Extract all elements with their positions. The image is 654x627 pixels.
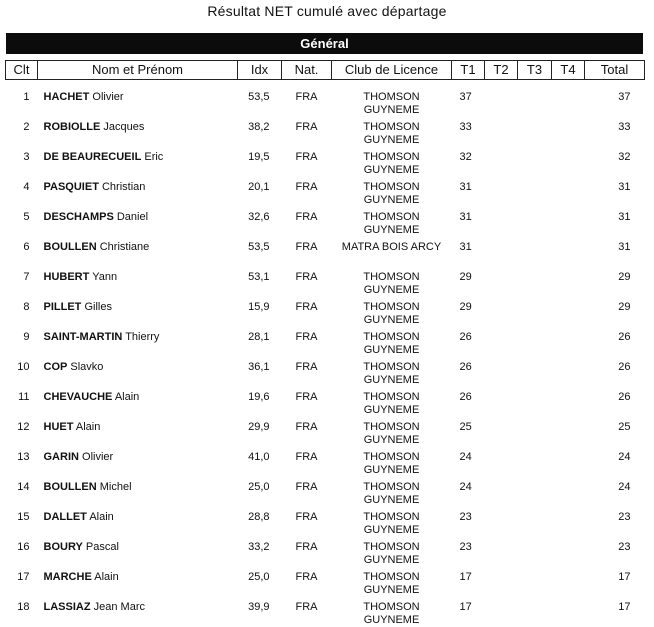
nationality-cell: FRA [295, 391, 318, 403]
round-1-cell: 29 [459, 271, 472, 283]
player-name-cell [38, 507, 238, 537]
first-name: Alain [94, 571, 119, 583]
total-cell: 26 [618, 391, 631, 403]
round-3-cell [518, 80, 552, 118]
player-name-cell [38, 177, 238, 207]
club-line-2: GUYNEME [363, 524, 420, 536]
total-cell: 23 [618, 541, 631, 553]
table-row [6, 267, 645, 297]
table-row [6, 237, 645, 267]
first-name: Eric [144, 151, 164, 163]
round-3-cell [518, 117, 552, 147]
round-4-cell [552, 357, 585, 387]
index-cell: 25,0 [248, 481, 270, 493]
total-cell: 24 [618, 481, 631, 493]
round-1-cell: 37 [459, 91, 472, 103]
index-cell: 36,1 [248, 361, 270, 373]
club-line-1: THOMSON [363, 301, 420, 313]
club-cell [332, 597, 452, 627]
club-line-1: THOMSON [363, 211, 420, 223]
total-cell: 31 [618, 181, 631, 193]
club-line-2: GUYNEME [363, 614, 420, 626]
round-1-cell: 24 [459, 481, 472, 493]
last-name: BOULLEN [43, 241, 97, 253]
club-cell [332, 357, 452, 387]
round-3-cell [518, 477, 552, 507]
round-4-cell [552, 327, 585, 357]
club-line-1: THOMSON [363, 541, 420, 553]
col-header-idx[interactable]: Idx [238, 61, 282, 80]
index-cell: 29,9 [248, 421, 270, 433]
club-cell [332, 207, 452, 237]
first-name: Alain [89, 511, 114, 523]
round-4-cell [552, 447, 585, 477]
last-name: LASSIAZ [43, 601, 91, 613]
round-2-cell [485, 477, 518, 507]
round-3-cell [518, 207, 552, 237]
nationality-cell: FRA [295, 511, 318, 523]
player-name-cell [38, 477, 238, 507]
player-name-cell [38, 80, 238, 118]
rank-cell: 2 [23, 121, 30, 133]
club-cell [332, 537, 452, 567]
player-name-cell [38, 447, 238, 477]
rank-cell: 16 [17, 541, 30, 553]
player-name-cell [38, 237, 238, 267]
round-2-cell [485, 267, 518, 297]
round-3-cell [518, 147, 552, 177]
player-name-cell [38, 117, 238, 147]
last-name: HUBERT [43, 271, 90, 283]
index-cell: 32,6 [248, 211, 270, 223]
first-name: Christian [101, 181, 146, 193]
round-2-cell [485, 567, 518, 597]
club-line-1: THOMSON [363, 601, 420, 613]
last-name: HUET [43, 421, 74, 433]
club-line-1: THOMSON [363, 571, 420, 583]
first-name: Olivier [82, 451, 114, 463]
round-4-cell [552, 417, 585, 447]
last-name: BOURY [43, 541, 83, 553]
round-1-cell: 25 [459, 421, 472, 433]
table-row [6, 507, 645, 537]
club-line-1: THOMSON [363, 511, 420, 523]
index-cell: 39,9 [248, 601, 270, 613]
round-4-cell [552, 477, 585, 507]
club-line-2: GUYNEME [363, 494, 420, 506]
player-name-cell [38, 597, 238, 627]
total-cell: 25 [618, 421, 631, 433]
round-2-cell [485, 507, 518, 537]
col-header-t1[interactable]: T1 [452, 61, 485, 80]
rank-cell: 11 [18, 391, 30, 403]
player-name-cell [38, 297, 238, 327]
round-2-cell [485, 117, 518, 147]
round-1-cell: 26 [459, 391, 472, 403]
round-2-cell [485, 387, 518, 417]
round-1-cell: 23 [459, 511, 472, 523]
club-line-1: THOMSON [363, 421, 420, 433]
last-name: MARCHE [43, 571, 92, 583]
first-name: Thierry [125, 331, 160, 343]
club-line-2: GUYNEME [363, 374, 420, 386]
round-1-cell: 23 [459, 541, 472, 553]
total-cell: 31 [618, 241, 631, 253]
total-cell: 24 [618, 451, 631, 463]
round-1-cell: 33 [459, 121, 472, 133]
first-name: Daniel [116, 211, 149, 223]
round-1-cell: 17 [459, 571, 472, 583]
round-4-cell [552, 147, 585, 177]
last-name: BOULLEN [43, 481, 97, 493]
total-cell: 31 [618, 211, 631, 223]
round-3-cell [518, 267, 552, 297]
nationality-cell: FRA [295, 481, 318, 493]
club-line-2: GUYNEME [363, 134, 420, 146]
club-line-2: GUYNEME [363, 584, 420, 596]
round-1-cell: 31 [459, 241, 472, 253]
col-header-nat[interactable]: Nat. [282, 61, 332, 80]
player-name-cell [38, 147, 238, 177]
table-row [6, 147, 645, 177]
first-name: Slavko [70, 361, 104, 373]
club-line-1: THOMSON [363, 481, 420, 493]
club-line-1: THOMSON [363, 391, 420, 403]
nationality-cell: FRA [295, 601, 318, 613]
round-3-cell [518, 507, 552, 537]
round-3-cell [518, 537, 552, 567]
round-2-cell [485, 80, 518, 118]
club-line-2: GUYNEME [363, 464, 420, 476]
nationality-cell: FRA [295, 541, 318, 553]
round-3-cell [518, 597, 552, 627]
last-name: DALLET [43, 511, 87, 523]
last-name: DE BEAURECUEIL [43, 151, 142, 163]
rank-cell: 6 [23, 241, 30, 253]
nationality-cell: FRA [295, 271, 318, 283]
player-name-cell [38, 327, 238, 357]
club-line-2: GUYNEME [363, 434, 420, 446]
index-cell: 53,1 [248, 271, 270, 283]
col-header-clt[interactable]: Clt [6, 61, 38, 80]
col-header-total[interactable]: Total [585, 61, 645, 80]
club-line-2: GUYNEME [363, 284, 420, 296]
club-cell [332, 147, 452, 177]
round-3-cell [518, 567, 552, 597]
round-2-cell [485, 417, 518, 447]
rank-cell: 5 [23, 211, 30, 223]
player-name-cell [38, 387, 238, 417]
last-name: HACHET [43, 91, 90, 103]
last-name: DESCHAMPS [43, 211, 114, 223]
club-line-1: THOMSON [363, 181, 420, 193]
rank-cell: 13 [17, 451, 30, 463]
first-name: Michel [99, 481, 132, 493]
table-row [6, 477, 645, 507]
player-name-cell [38, 417, 238, 447]
total-cell: 29 [618, 301, 631, 313]
club-cell [332, 267, 452, 297]
index-cell: 41,0 [248, 451, 270, 463]
rank-cell: 3 [23, 151, 30, 163]
nationality-cell: FRA [295, 451, 318, 463]
round-2-cell [485, 597, 518, 627]
header-row [6, 61, 645, 80]
table-row [6, 537, 645, 567]
round-2-cell [485, 297, 518, 327]
rank-cell: 12 [17, 421, 30, 433]
table-row [6, 297, 645, 327]
total-cell: 26 [618, 331, 631, 343]
col-header-t2[interactable]: T2 [485, 61, 518, 80]
total-cell: 33 [618, 121, 631, 133]
club-cell [332, 177, 452, 207]
round-1-cell: 26 [459, 361, 472, 373]
last-name: GARIN [43, 451, 79, 463]
club-cell [332, 507, 452, 537]
club-cell [332, 567, 452, 597]
round-4-cell [552, 297, 585, 327]
club-cell [332, 237, 452, 267]
player-name-cell [38, 537, 238, 567]
round-3-cell [518, 297, 552, 327]
nationality-cell: FRA [295, 421, 318, 433]
col-header-t3[interactable]: T3 [518, 61, 552, 80]
round-1-cell: 29 [459, 301, 472, 313]
rank-cell: 10 [17, 361, 30, 373]
table-row [6, 387, 645, 417]
total-cell: 32 [618, 151, 631, 163]
nationality-cell: FRA [295, 151, 318, 163]
table-row [6, 327, 645, 357]
first-name: Yann [92, 271, 118, 283]
round-2-cell [485, 357, 518, 387]
total-cell: 23 [618, 511, 631, 523]
nationality-cell: FRA [295, 241, 318, 253]
rank-cell: 7 [23, 271, 30, 283]
nationality-cell: FRA [295, 571, 318, 583]
table-row [6, 357, 645, 387]
round-2-cell [485, 147, 518, 177]
index-cell: 53,5 [248, 91, 270, 103]
nationality-cell: FRA [295, 181, 318, 193]
nationality-cell: FRA [295, 121, 318, 133]
club-line-2: GUYNEME [363, 224, 420, 236]
round-3-cell [518, 177, 552, 207]
rank-cell: 4 [23, 181, 30, 193]
club-line-1: THOMSON [363, 271, 420, 283]
club-line-1: THOMSON [363, 331, 420, 343]
first-name: Jacques [103, 121, 145, 133]
first-name: Alain [114, 391, 140, 403]
club-line-2: GUYNEME [363, 404, 420, 416]
rank-cell: 8 [23, 301, 30, 313]
round-3-cell [518, 327, 552, 357]
club-line-1: THOMSON [363, 451, 420, 463]
round-1-cell: 24 [459, 451, 472, 463]
club-line-2: GUYNEME [363, 164, 420, 176]
results-table [5, 60, 645, 627]
club-cell [332, 327, 452, 357]
nationality-cell: FRA [295, 211, 318, 223]
player-name-cell [38, 267, 238, 297]
first-name: Alain [75, 421, 101, 433]
first-name: Jean Marc [93, 601, 145, 613]
total-cell: 17 [618, 571, 631, 583]
round-4-cell [552, 237, 585, 267]
last-name: COP [43, 361, 68, 373]
round-3-cell [518, 237, 552, 267]
round-3-cell [518, 387, 552, 417]
rank-cell: 18 [17, 601, 30, 613]
club-line-1: MATRA BOIS ARCY [341, 241, 442, 253]
first-name: Christiane [99, 241, 150, 253]
round-4-cell [552, 537, 585, 567]
club-cell [332, 117, 452, 147]
table-row [6, 177, 645, 207]
rank-cell: 17 [17, 571, 30, 583]
club-line-2: GUYNEME [363, 194, 420, 206]
nationality-cell: FRA [295, 331, 318, 343]
round-1-cell: 31 [459, 211, 472, 223]
club-line-2: GUYNEME [363, 314, 420, 326]
club-line-1: THOMSON [363, 151, 420, 163]
rank-cell: 1 [23, 91, 30, 103]
round-4-cell [552, 207, 585, 237]
round-2-cell [485, 207, 518, 237]
round-4-cell [552, 507, 585, 537]
index-cell: 20,1 [248, 181, 270, 193]
index-cell: 53,5 [248, 241, 270, 253]
page-title: Résultat NET cumulé avec départage [207, 3, 447, 19]
round-3-cell [518, 357, 552, 387]
round-4-cell [552, 567, 585, 597]
index-cell: 38,2 [248, 121, 270, 133]
round-2-cell [485, 537, 518, 567]
club-line-2: GUYNEME [363, 554, 420, 566]
club-line-2: GUYNEME [363, 104, 420, 116]
round-4-cell [552, 117, 585, 147]
index-cell: 33,2 [248, 541, 270, 553]
rank-cell: 15 [17, 511, 30, 523]
section-banner: Général [6, 33, 643, 54]
col-header-t4[interactable]: T4 [552, 61, 585, 80]
round-4-cell [552, 597, 585, 627]
round-2-cell [485, 447, 518, 477]
round-3-cell [518, 417, 552, 447]
first-name: Pascal [85, 541, 119, 553]
club-line-1: THOMSON [363, 91, 420, 103]
index-cell: 15,9 [248, 301, 270, 313]
col-header-name[interactable]: Nom et Prénom [38, 61, 238, 80]
table-row [6, 80, 645, 118]
total-cell: 26 [618, 361, 631, 373]
club-cell [332, 80, 452, 118]
club-line-1: THOMSON [363, 121, 420, 133]
club-cell [332, 297, 452, 327]
club-line-2: GUYNEME [363, 344, 420, 356]
table-row [6, 567, 645, 597]
round-1-cell: 26 [459, 331, 472, 343]
club-cell [332, 417, 452, 447]
round-2-cell [485, 327, 518, 357]
player-name-cell [38, 567, 238, 597]
total-cell: 17 [618, 601, 631, 613]
table-row [6, 117, 645, 147]
round-4-cell [552, 387, 585, 417]
table-row [6, 207, 645, 237]
last-name: CHEVAUCHE [43, 391, 113, 403]
round-4-cell [552, 80, 585, 118]
index-cell: 19,5 [248, 151, 270, 163]
club-cell [332, 477, 452, 507]
index-cell: 25,0 [248, 571, 270, 583]
player-name-cell [38, 357, 238, 387]
round-4-cell [552, 177, 585, 207]
col-header-club[interactable]: Club de Licence [332, 61, 452, 80]
round-1-cell: 32 [459, 151, 472, 163]
round-4-cell [552, 267, 585, 297]
nationality-cell: FRA [295, 361, 318, 373]
round-1-cell: 31 [459, 181, 472, 193]
round-3-cell [518, 447, 552, 477]
last-name: SAINT-MARTIN [43, 331, 123, 343]
rank-cell: 14 [17, 481, 30, 493]
rank-cell: 9 [23, 331, 30, 343]
index-cell: 19,6 [248, 391, 270, 403]
first-name: Gilles [84, 301, 112, 313]
table-row [6, 597, 645, 627]
club-cell [332, 447, 452, 477]
index-cell: 28,1 [248, 331, 270, 343]
round-2-cell [485, 237, 518, 267]
first-name: Olivier [92, 91, 124, 103]
round-1-cell: 17 [459, 601, 472, 613]
last-name: PASQUIET [43, 181, 99, 193]
index-cell: 28,8 [248, 511, 270, 523]
table-row [6, 447, 645, 477]
nationality-cell: FRA [295, 91, 318, 103]
club-line-1: THOMSON [363, 361, 420, 373]
round-2-cell [485, 177, 518, 207]
last-name: PILLET [43, 301, 82, 313]
club-cell [332, 387, 452, 417]
total-cell: 29 [618, 271, 631, 283]
table-row [6, 417, 645, 447]
total-cell: 37 [618, 91, 631, 103]
nationality-cell: FRA [295, 301, 318, 313]
last-name: ROBIOLLE [43, 121, 101, 133]
player-name-cell [38, 207, 238, 237]
